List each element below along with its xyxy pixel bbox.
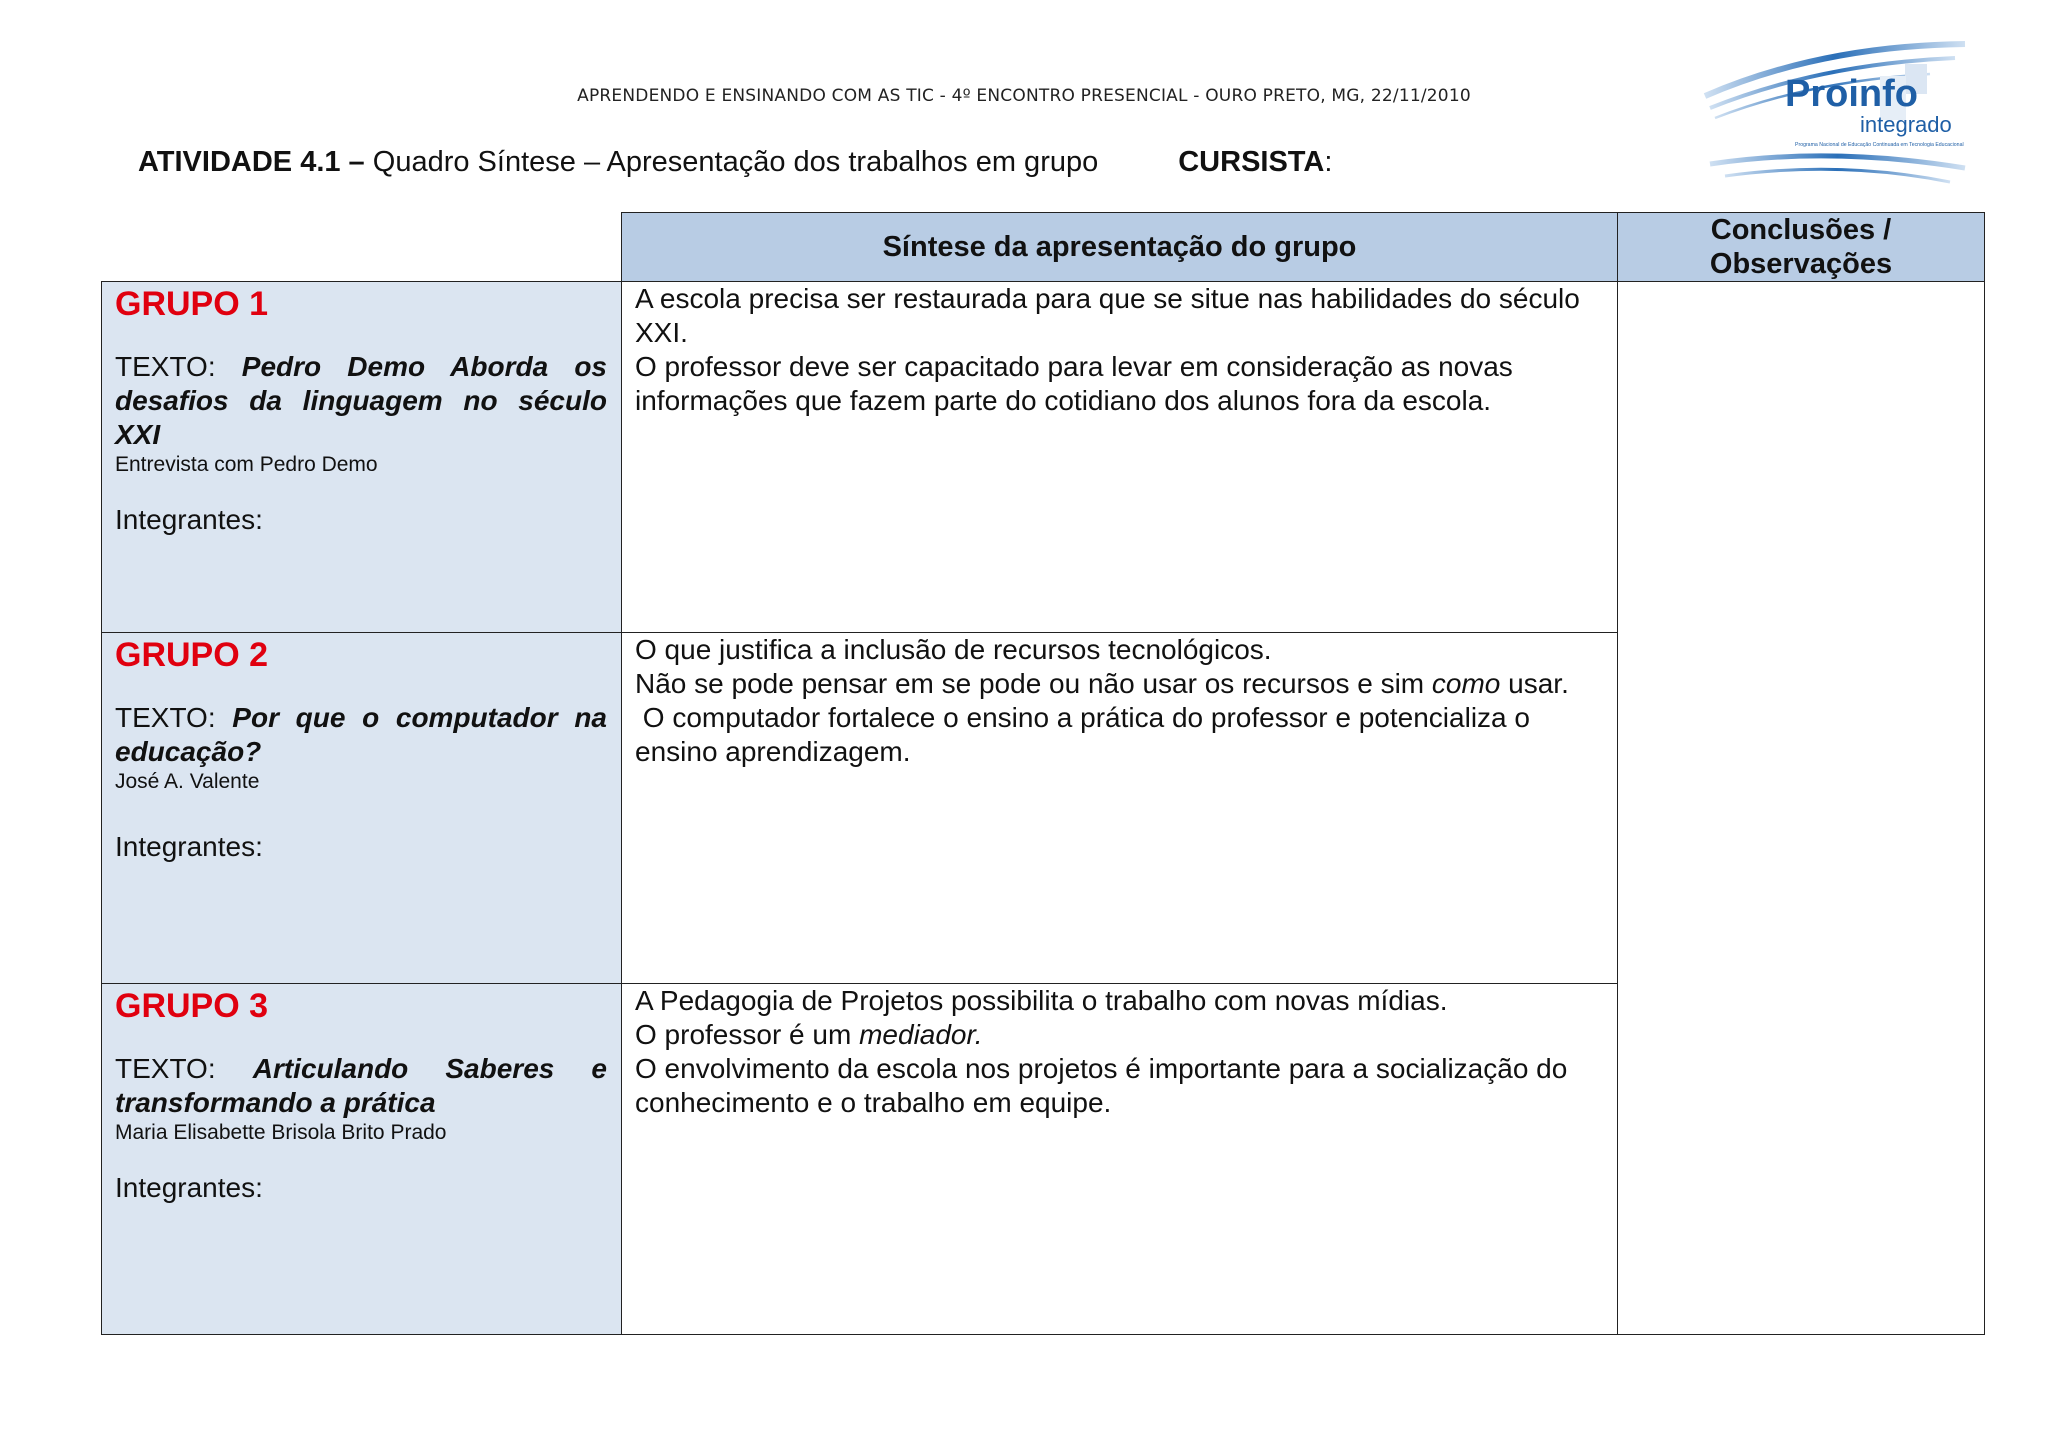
logo-tagline: integrado bbox=[1860, 112, 1952, 137]
synthesis-line: O que justifica a inclusão de recursos tecnológicos. bbox=[635, 634, 1272, 665]
integrantes-label: Integrantes: bbox=[115, 1172, 263, 1203]
synthesis-cell-2 bbox=[622, 633, 1618, 984]
cursista-label: CURSISTA bbox=[1178, 146, 1325, 178]
proinfo-logo bbox=[1700, 36, 1970, 196]
synthesis-cell-3 bbox=[622, 984, 1618, 1335]
synthesis-line: O computador fortalece o ensino a prática do professor e potencializa o ensino aprendizagem. bbox=[635, 702, 1538, 767]
synthesis-table bbox=[101, 212, 1985, 1335]
synthesis-line: O professor é um mediador. bbox=[635, 1019, 983, 1050]
logo-name: Proinfo bbox=[1785, 73, 1918, 115]
group-text: TEXTO: Articulando Saberes e transformando a prática bbox=[115, 1053, 607, 1118]
conclusions-cell[interactable] bbox=[1618, 282, 1985, 1335]
text-title: Articulando Saberes e transformando a prática bbox=[115, 1053, 607, 1118]
text-author: José A. Valente bbox=[115, 770, 260, 793]
text-title: Pedro Demo Aborda os desafios da linguagem no século XXI bbox=[115, 351, 608, 450]
synthesis-line: O envolvimento da escola nos projetos é importante para a socialização do conhecimento e o trabalho em equipe. bbox=[635, 1053, 1568, 1118]
text-author: Entrevista com Pedro Demo bbox=[115, 453, 378, 476]
synthesis-line: A escola precisa ser restaurada para que se situe nas habilidades do século XXI. bbox=[635, 283, 1580, 348]
synthesis-line: A Pedagogia de Projetos possibilita o trabalho com novas mídias. bbox=[635, 985, 1448, 1016]
document-header: APRENDENDO E ENSINANDO COM AS TIC - 4º ENCONTRO PRESENCIAL - OURO PRETO, MG, 22/11/2010 bbox=[577, 86, 1471, 106]
group-cell-1 bbox=[102, 282, 622, 633]
logo-subtitle: Programa Nacional de Educação Continuada em Tecnologia Educacional bbox=[1795, 142, 1964, 148]
text-title: Por que o computador na educação? bbox=[115, 702, 607, 767]
activity-title: ATIVIDADE 4.1 – Quadro Síntese – Apresentação dos trabalhos em grupo CURSISTA: bbox=[138, 146, 1333, 178]
synthesis-cell-1 bbox=[622, 282, 1618, 633]
group-cell-3 bbox=[102, 984, 622, 1335]
synthesis-column-header: Síntese da apresentação do grupo bbox=[622, 213, 1618, 282]
table-row bbox=[102, 282, 1985, 633]
synthesis-line: O professor deve ser capacitado para levar em consideração as novas informações que fazem parte do cotidiano dos alunos fora da escola. bbox=[635, 351, 1513, 416]
activity-number: ATIVIDADE 4.1 – bbox=[138, 146, 365, 178]
empty-corner-cell bbox=[102, 213, 622, 282]
integrantes-label: Integrantes: bbox=[115, 831, 263, 862]
group-text: TEXTO: Por que o computador na educação? bbox=[115, 702, 607, 767]
conclusions-column-header: Conclusões / Observações bbox=[1618, 213, 1985, 282]
integrantes-label: Integrantes: bbox=[115, 504, 263, 535]
activity-description: Quadro Síntese – Apresentação dos trabalhos em grupo bbox=[372, 146, 1099, 178]
group-text: TEXTO: Pedro Demo Aborda os desafios da linguagem no século XXI bbox=[115, 351, 608, 450]
synthesis-line: Não se pode pensar em se pode ou não usar os recursos e sim como usar. bbox=[635, 668, 1569, 699]
group-title: GRUPO 3 bbox=[115, 987, 269, 1025]
text-author: Maria Elisabette Brisola Brito Prado bbox=[115, 1121, 447, 1144]
group-title: GRUPO 2 bbox=[115, 636, 269, 674]
group-cell-2 bbox=[102, 633, 622, 984]
group-title: GRUPO 1 bbox=[115, 285, 269, 323]
